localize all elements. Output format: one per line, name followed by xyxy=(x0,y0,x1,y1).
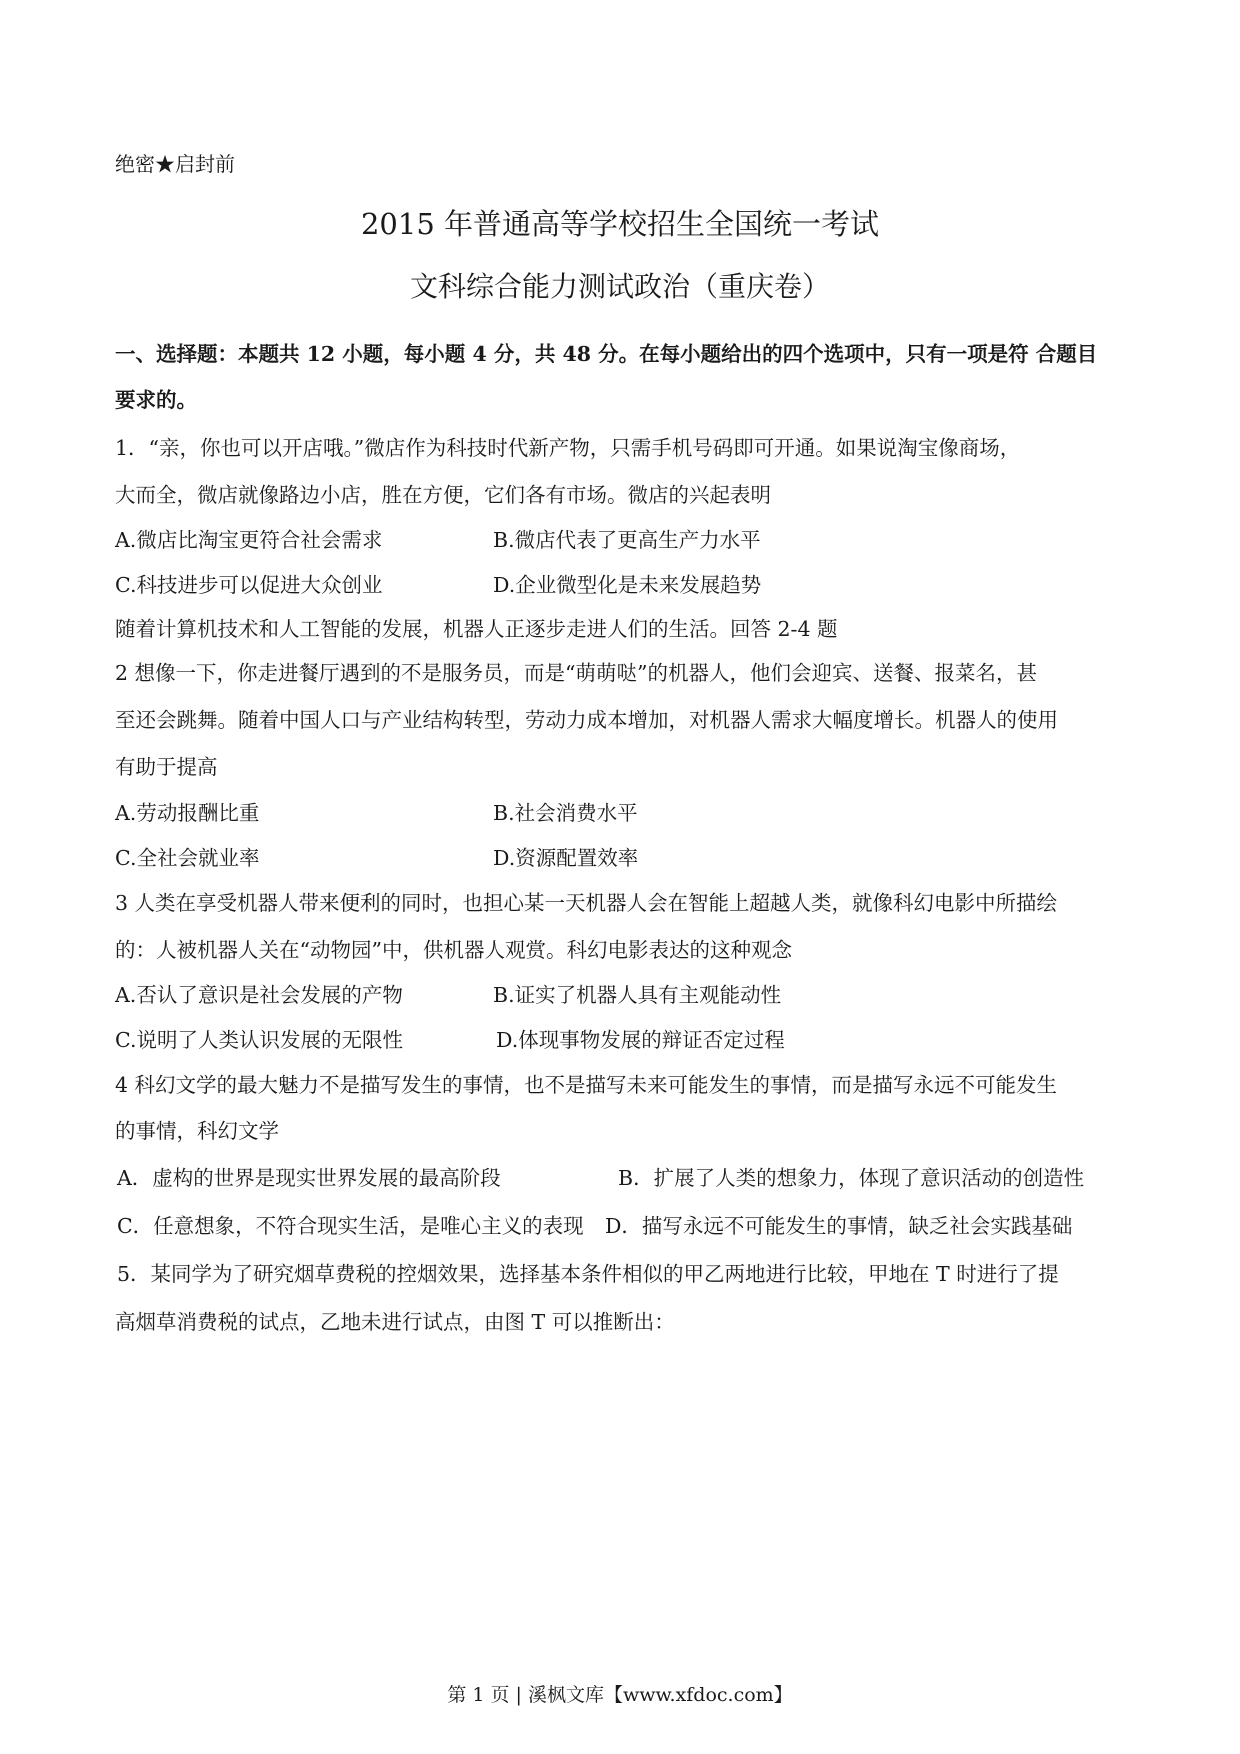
page-footer: 第 1 页 | 溪枫文库【www.xfdoc.com】 xyxy=(447,1684,793,1706)
section-heading-line1: 一、选择题：本题共 12 小题，每小题 4 分，共 48 分。在每小题给出的四个选项中，只有一项是符 合题目 xyxy=(115,342,1098,366)
exam-subtitle: 文科综合能力测试政治（重庆卷） xyxy=(409,270,830,303)
question-3-option-a: A.否认了意识是社会发展的产物 xyxy=(115,983,403,1007)
question-4-option-d: D．描写永远不可能发生的事情，缺乏社会实践基础 xyxy=(605,1214,1073,1238)
section-heading-line2: 要求的。 xyxy=(115,388,197,412)
question-2-option-b: B.社会消费水平 xyxy=(493,801,638,825)
question-2-option-a: A.劳动报酬比重 xyxy=(115,801,260,825)
question-3-option-d: D.体现事物发展的辩证否定过程 xyxy=(496,1028,785,1052)
question-2-stem-line2: 至还会跳舞。随着中国人口与产业结构转型，劳动力成本增加，对机器人需求大幅度增长。机器人的使用 xyxy=(115,708,1058,732)
question-3-stem-line1: 3 人类在享受机器人带来便利的同时，也担心某一天机器人会在智能上超越人类，就像科幻电影中所描绘 xyxy=(115,891,1058,915)
question-1-stem-line2: 大而全，微店就像路边小店，胜在方便，它们各有市场。微店的兴起表明 xyxy=(115,483,771,507)
question-2-stem-line1: 2 想像一下，你走进餐厅遇到的不是服务员，而是“萌萌哒”的机器人，他们会迎宾、送餐、报菜名，甚 xyxy=(115,661,1038,685)
exam-title: 2015 年普通高等学校招生全国统一考试 xyxy=(360,207,880,241)
question-4-option-c: C．任意想象，不符合现实生活，是唯心主义的表现 xyxy=(117,1214,584,1238)
questions-2-4-intro: 随着计算机技术和人工智能的发展，机器人正逐步走进人们的生活。回答 2-4 题 xyxy=(115,617,838,641)
question-5-stem-line1: 5．某同学为了研究烟草费税的控烟效果，选择基本条件相似的甲乙两地进行比较，甲地在 T 时进行了提 xyxy=(117,1262,1059,1286)
question-2-stem-line3: 有助于提高 xyxy=(115,755,218,779)
question-4-stem-line2: 的事情，科幻文学 xyxy=(115,1119,279,1143)
confidential-label: 绝密★启封前 xyxy=(115,152,235,176)
question-1-option-a: A.微店比淘宝更符合社会需求 xyxy=(115,528,383,552)
question-3-option-b: B.证实了机器人具有主观能动性 xyxy=(493,983,782,1007)
question-1-option-d: D.企业微型化是未来发展趋势 xyxy=(493,573,762,597)
question-5-stem-line2: 高烟草消费税的试点，乙地未进行试点，由图 T 可以推断出： xyxy=(115,1310,675,1334)
question-3-option-c: C.说明了人类认识发展的无限性 xyxy=(115,1028,403,1052)
question-1-option-c: C.科技进步可以促进大众创业 xyxy=(115,573,383,597)
question-2-option-d: D.资源配置效率 xyxy=(493,846,639,870)
question-4-option-a: A．虚构的世界是现实世界发展的最高阶段 xyxy=(117,1166,501,1190)
question-2-option-c: C.全社会就业率 xyxy=(115,846,260,870)
question-1-stem-line1: 1．“亲，你也可以开店哦。”微店作为科技时代新产物，只需手机号码即可开通。如果说淘宝像商场， xyxy=(115,436,1021,460)
question-4-option-b: B．扩展了人类的想象力，体现了意识活动的创造性 xyxy=(618,1166,1085,1190)
question-1-option-b: B.微店代表了更高生产力水平 xyxy=(493,528,761,552)
question-3-stem-line2: 的：人被机器人关在“动物园”中，供机器人观赏。科幻电影表达的这种观念 xyxy=(115,938,792,962)
question-4-stem-line1: 4 科幻文学的最大魅力不是描写发生的事情，也不是描写未来可能发生的事情，而是描写永远不可能发生 xyxy=(115,1073,1058,1097)
